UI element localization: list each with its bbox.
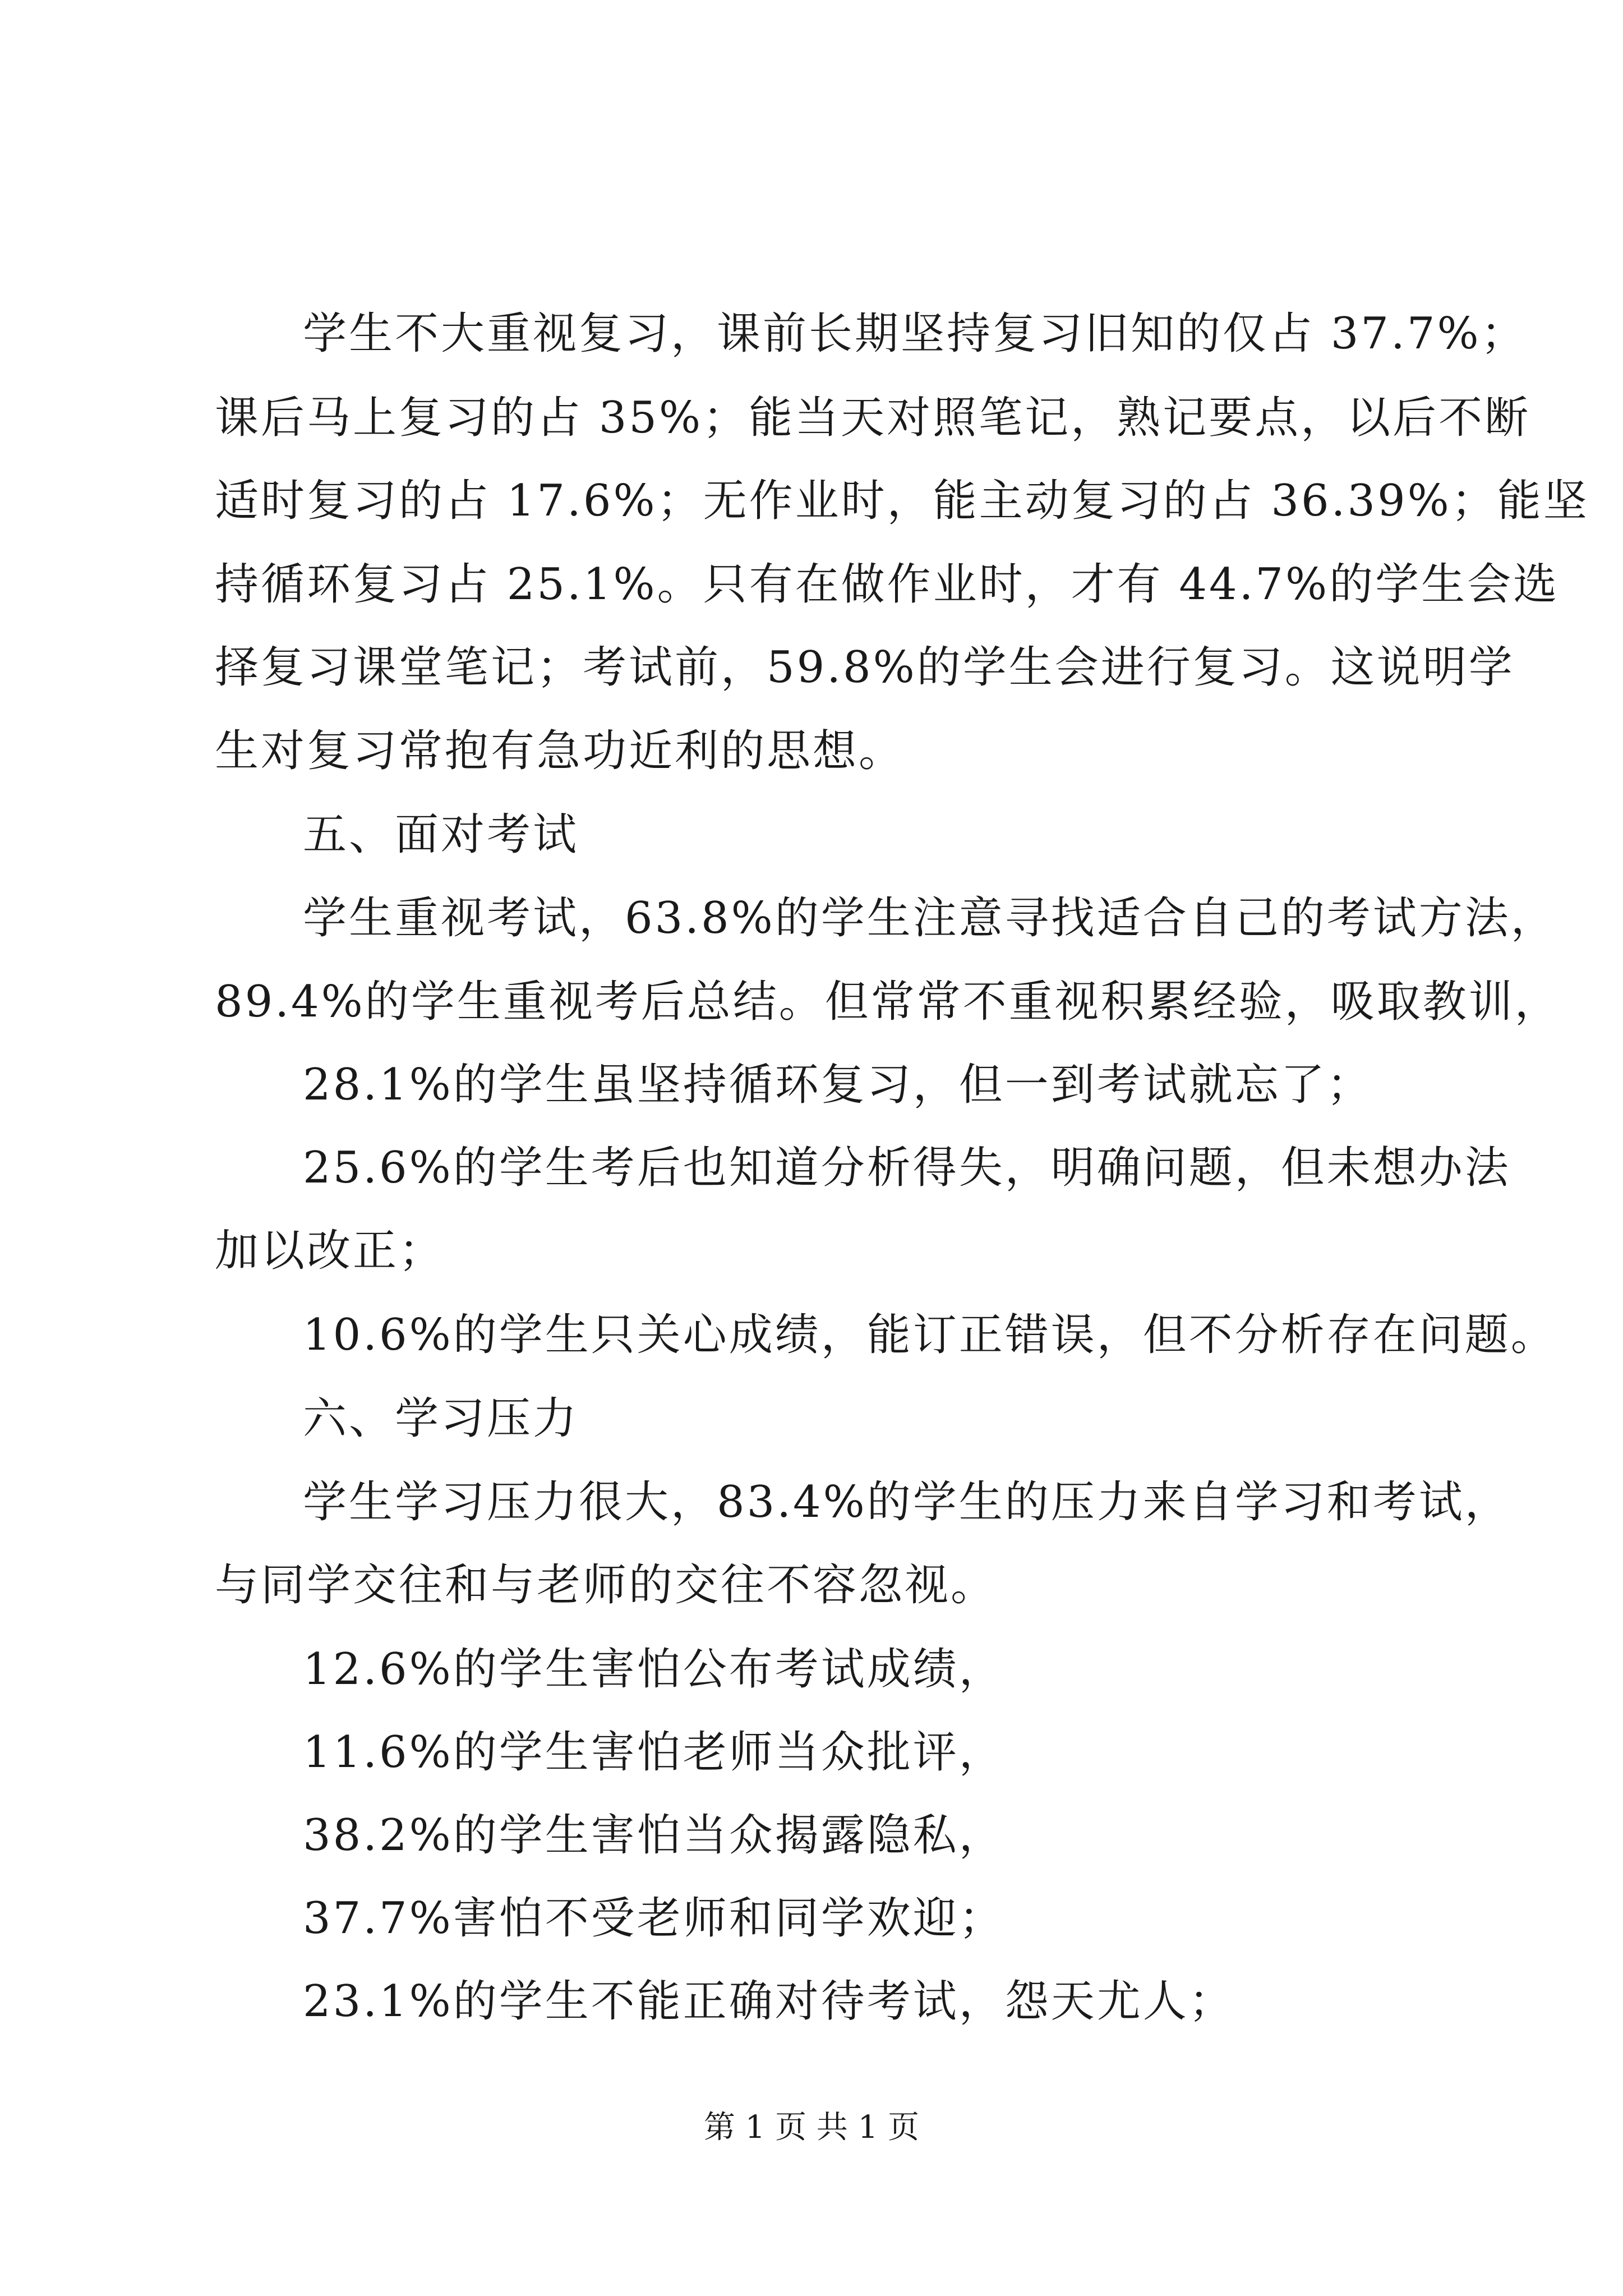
text-line: 89.4%的学生重视考后总结。但常常不重视积累经验，吸取教训， bbox=[215, 977, 1561, 1027]
text-line: 28.1%的学生虽坚持循环复习，但一到考试就忘了； bbox=[303, 1060, 1373, 1110]
text-line: 学生不大重视复习，课前长期坚持复习旧知的仅占 37.7%； bbox=[303, 309, 1527, 359]
text-line: 23.1%的学生不能正确对待考试，怨天尤人； bbox=[303, 1976, 1235, 2027]
text-line: 适时复习的占 17.6%；无作业时，能主动复习的占 36.39%；能坚 bbox=[215, 476, 1589, 526]
text-line: 课后马上复习的占 35%；能当天对照笔记，熟记要点，以后不断 bbox=[215, 393, 1531, 443]
text-line: 择复习课堂笔记；考试前，59.8%的学生会进行复习。这说明学 bbox=[215, 642, 1515, 693]
section-heading: 五、面对考试 bbox=[303, 809, 579, 860]
text-line: 12.6%的学生害怕公布考试成绩， bbox=[303, 1644, 1005, 1695]
text-line: 与同学交往和与老师的交往不容忽视。 bbox=[215, 1560, 997, 1611]
text-line: 加以改正； bbox=[215, 1226, 445, 1276]
text-line: 学生重视考试，63.8%的学生注意寻找适合自己的考试方法， bbox=[303, 893, 1557, 944]
text-line: 37.7%害怕不受老师和同学欢迎； bbox=[303, 1893, 1005, 1944]
text-line: 持循环复习占 25.1%。只有在做作业时，才有 44.7%的学生会选 bbox=[215, 559, 1560, 610]
text-line: 25.6%的学生考后也知道分析得失，明确问题，但未想办法 bbox=[303, 1143, 1511, 1193]
text-line: 10.6%的学生只关心成绩，能订正错误，但不分析存在问题。 bbox=[303, 1310, 1557, 1360]
text-line: 生对复习常抱有急功近利的思想。 bbox=[215, 726, 905, 776]
page-footer: 第 1 页 共 1 页 bbox=[703, 2109, 920, 2146]
text-line: 学生学习压力很大，83.4%的学生的压力来自学习和考试， bbox=[303, 1477, 1511, 1527]
text-line: 11.6%的学生害怕老师当众批评， bbox=[303, 1727, 1005, 1778]
section-heading: 六、学习压力 bbox=[303, 1393, 579, 1444]
text-line: 38.2%的学生害怕当众揭露隐私， bbox=[303, 1810, 1005, 1861]
